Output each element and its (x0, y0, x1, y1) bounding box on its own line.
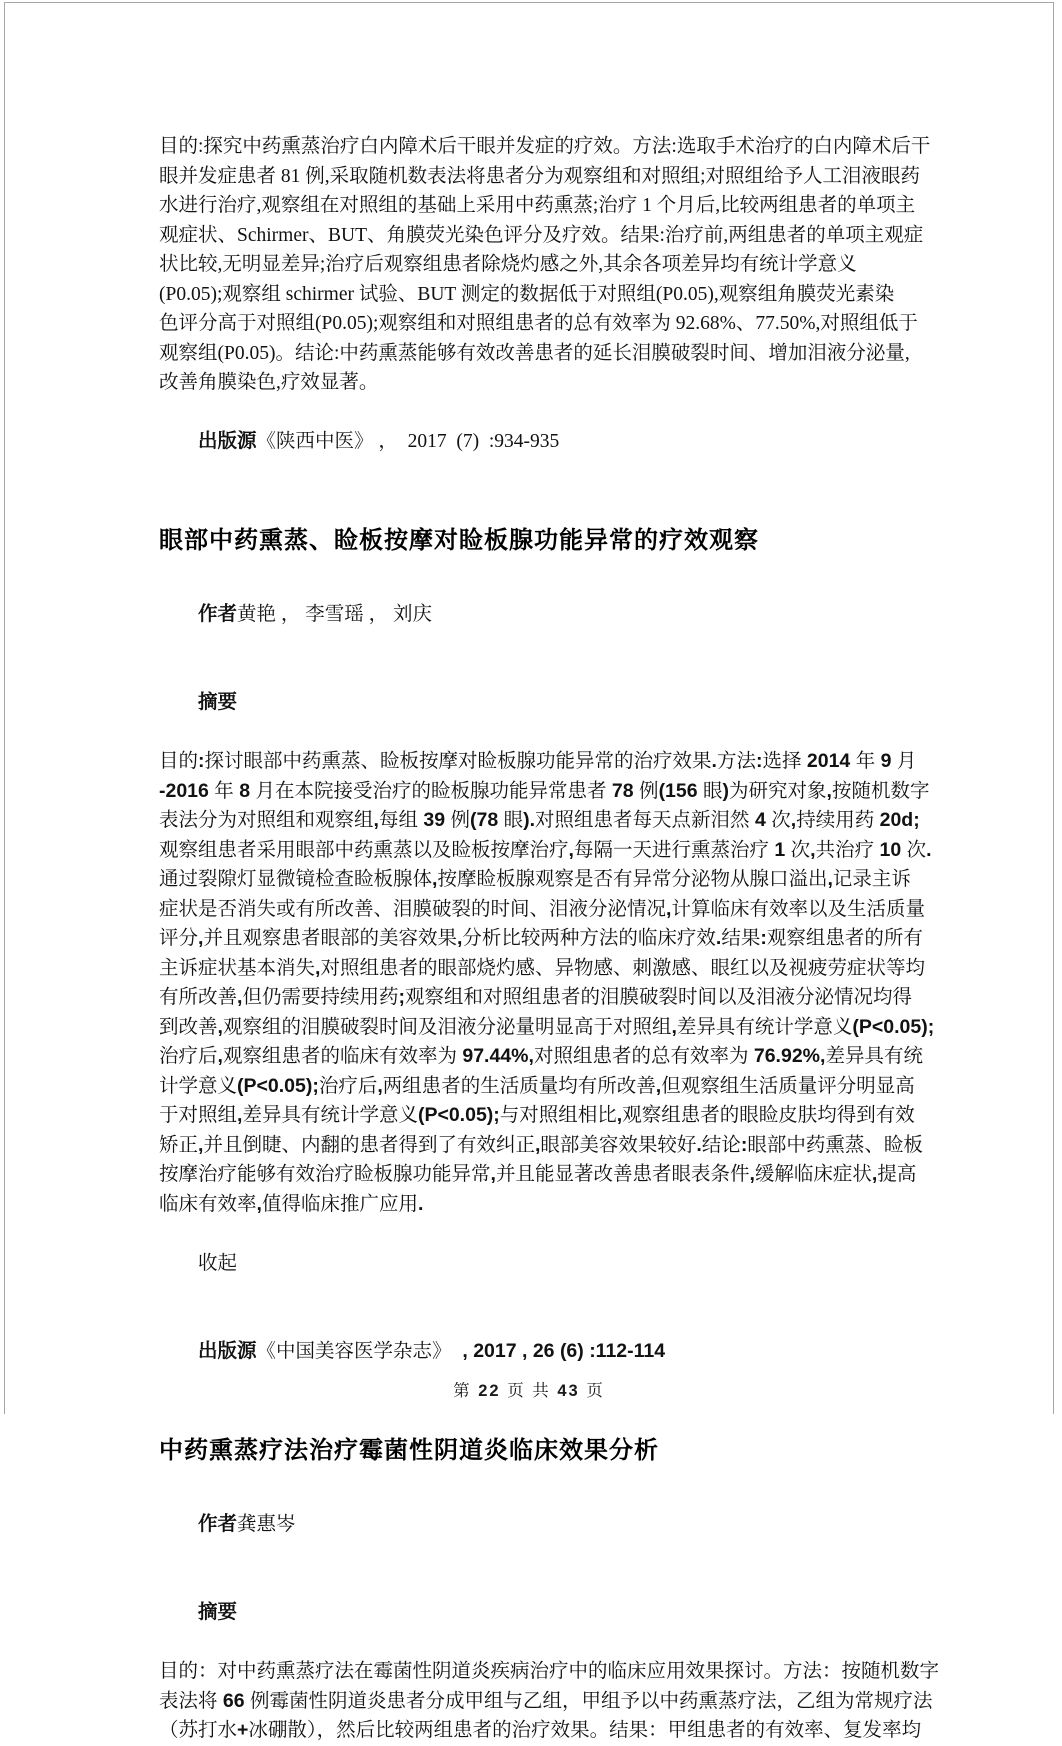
cjk-run: 方法 (716, 751, 756, 772)
latin-run: , (432, 868, 438, 890)
cjk-run: 但观察组生活质量评分明显高 (661, 1075, 915, 1097)
latin-run: 1 (768, 838, 791, 861)
cjk-run: 眼部美容效果较好 (540, 1134, 697, 1156)
latin-run: , (655, 1074, 662, 1097)
cjk-run: 差异具有统计学意义 (242, 1105, 418, 1126)
latin-run: (156 (658, 779, 704, 802)
cjk-run: 页 (586, 1381, 605, 1400)
cjk-run: 记录主诉 (832, 869, 911, 890)
source-line (159, 398, 908, 487)
abstract-text (159, 1657, 940, 1746)
cjk-run: 年 (214, 780, 234, 802)
cjk-run: 分析比较两种方法的临床疗效 (462, 928, 716, 949)
cjk-run: 目的：对中药熏蒸疗法在霉菌性阴道炎疾病治疗中的临床应用效果探讨。方法：按随机数字 (159, 1661, 940, 1682)
abstract-line (159, 1131, 923, 1161)
cjk-run: 矫正 (159, 1134, 199, 1156)
cjk-run: 于对照组 (159, 1105, 238, 1126)
cjk-run: 对照组患者的眼部烧灼感、异物感、刺激感、眼红以及视疲劳症状等均 (320, 957, 925, 979)
latin-run: , (217, 1015, 223, 1038)
article-title: 中药熏蒸疗法治疗霉菌性阴道炎临床效果分析 (159, 1437, 659, 1464)
cjk-run: 次 (771, 810, 791, 831)
abstract-line (159, 895, 925, 925)
latin-run: , 2017 , 26 (6) :112-114 (451, 1340, 666, 1362)
latin-run: . (417, 1192, 424, 1215)
cjk-run: 差异具有统计学意义 (676, 1016, 853, 1038)
latin-run: : (755, 750, 763, 772)
latin-run: , (315, 956, 321, 979)
abstract-line: 观症状、Schirmer、BUT、角膜荧光染色评分及疗效。结果:治疗前,两组患者的单项主观症 (159, 224, 924, 246)
cjk-run: 对照组患者的总有效率为 (533, 1046, 749, 1067)
page-content (5, 3, 1053, 1746)
latin-run: ). (523, 809, 536, 831)
cjk-run: 观察组患者的所有 (766, 928, 923, 949)
latin-run: 78 (606, 779, 640, 802)
latin-run: , (198, 1133, 204, 1156)
abstract-line (159, 806, 920, 836)
cjk-run: 选择 (762, 751, 802, 772)
latin-run: 76.92%, (748, 1045, 826, 1067)
article-2 (159, 1436, 940, 1746)
cjk-run: 每隔一天进行熏蒸治疗 (573, 839, 769, 861)
cjk-run: 例 (450, 810, 470, 831)
article-1 (159, 526, 935, 1396)
abstract-label: 摘要 (198, 691, 238, 713)
cjk-run: 为研究对象 (729, 780, 827, 802)
abstract-line (159, 1160, 917, 1190)
latin-run: (P<0.05); (417, 1104, 500, 1126)
collapse-toggle: 收起 (198, 1252, 238, 1274)
latin-run: , (237, 986, 243, 1008)
abstract-line: 眼并发症患者 81 例,采取随机数表法将患者分为观察组和对照组;对照组给予人工泪液眼药 (159, 165, 921, 187)
latin-run: (P<0.05); (852, 1015, 935, 1038)
author-names: 黄艳 ， 李雪瑶 ， 刘庆 (237, 603, 433, 625)
latin-run: 39 (417, 809, 451, 831)
abstract-line: 观察组(P0.05)。结论:中药熏蒸能够有效改善患者的延长泪膜破裂时间、增加泪液分泌量, (159, 342, 910, 364)
latin-run: 4 (749, 809, 772, 831)
cjk-run: 观察组患者采用眼部中药熏蒸以及睑板按摩治疗 (159, 839, 569, 861)
cjk-run: 月 (896, 751, 917, 772)
source-text: 《陕西中医》 ， 2017 (7) :934-935 (256, 431, 560, 452)
latin-run: , (198, 927, 204, 949)
abstract-line (159, 954, 925, 984)
cjk-run: 并且观察患者眼部的美容效果 (203, 928, 457, 949)
latin-run: . (926, 838, 932, 861)
abstract-text (159, 747, 935, 1219)
latin-run: (P<0.05); (237, 1074, 319, 1097)
latin-run: , (377, 1074, 383, 1097)
latin-run: 8 (233, 779, 256, 802)
abstract-line: 水进行治疗,观察组在对照组的基础上采用中药熏蒸;治疗 1 个月后,比较两组患者的单项主 (159, 195, 916, 216)
cjk-run: 次 (906, 839, 927, 861)
cjk-run: 症状是否消失或有所改善、泪膜破裂的时间、泪液分泌情况 (159, 898, 667, 920)
cjk-run: 治疗后 (318, 1075, 378, 1097)
latin-run: 66 (217, 1689, 251, 1712)
abstract-line (159, 1190, 908, 1220)
page-number-footer (5, 1377, 1053, 1405)
cjk-run: 治疗后 (159, 1046, 218, 1067)
cjk-run: 冰硼散），然后比较两组患者的治疗效果。结果：甲组患者的有效率、复发率均 (248, 1720, 922, 1741)
cjk-run: 并且能显著改善患者眼表条件 (495, 1164, 750, 1185)
page-sheet (4, 2, 1054, 1741)
latin-run: , (810, 838, 816, 861)
article-continuation (159, 132, 931, 486)
latin-run: -2016 (159, 779, 215, 802)
abstract-line (159, 777, 930, 807)
abstract-line (159, 1013, 935, 1043)
author-line (159, 1480, 908, 1569)
cjk-run: 按随机数字 (831, 780, 930, 802)
latin-run: : (760, 927, 767, 949)
cjk-run: 年 (855, 751, 876, 772)
latin-run: , (217, 1045, 223, 1067)
latin-run: . (711, 750, 717, 772)
latin-run: : (198, 750, 205, 772)
abstract-label-line (159, 1569, 908, 1658)
cjk-run: 观察组的泪膜破裂时间及泪液分泌量明显高于对照组 (222, 1016, 672, 1038)
abstract-text (159, 132, 931, 398)
source-text (257, 1341, 666, 1362)
cjk-run: 缓解临床症状 (754, 1164, 872, 1185)
cjk-run: 有所改善 (159, 987, 238, 1008)
latin-run: 2014 (801, 750, 856, 772)
cjk-run: 值得临床推广应用 (261, 1193, 418, 1215)
cjk-run: 临床有效率 (159, 1193, 257, 1215)
latin-run: , (749, 1163, 755, 1185)
cjk-run: 但仍需要持续用药 (242, 987, 399, 1008)
cjk-run: 两组患者的生活质量均有所改善 (382, 1075, 656, 1097)
abstract-line (159, 836, 932, 866)
cjk-run: 页 (507, 1381, 526, 1400)
latin-run: , (827, 868, 833, 890)
latin-run: , (490, 1163, 496, 1185)
cjk-run: 按摩治疗能够有效治疗睑板腺功能异常 (159, 1164, 491, 1185)
abstract-line: 色评分高于对照组(P0.05);观察组和对照组患者的总有效率为 92.68%、77.50%,对照组低于 (159, 313, 918, 334)
abstract-line (159, 1687, 933, 1717)
abstract-line: 状比较,无明显差异;治疗后观察组患者除烧灼感之外,其余各项差异均有统计学意义 (159, 254, 857, 275)
cjk-run: 观察组和对照组患者的泪膜破裂时间以及泪液分泌情况均得 (404, 987, 912, 1008)
latin-run: . (715, 927, 722, 949)
cjk-run: 共治疗 (815, 839, 875, 861)
latin-run: . (696, 1133, 702, 1156)
latin-run: 97.44%, (456, 1045, 534, 1067)
cjk-run: 第 (453, 1381, 472, 1400)
latin-run: ) (722, 779, 730, 802)
cjk-run: 观察组患者的眼睑皮肤均得到有效 (622, 1105, 915, 1126)
author-line (159, 570, 908, 659)
cjk-run: 共 (532, 1381, 551, 1400)
author-label: 作者 (198, 602, 238, 625)
author-label: 作者 (198, 1512, 238, 1535)
cjk-run: 《中国美容医学杂志》 (256, 1341, 452, 1362)
cjk-run: 结果 (721, 928, 761, 949)
source-label: 出版源 (198, 1340, 257, 1362)
cjk-run: 月在本院接受治疗的睑板腺功能异常患者 (255, 780, 607, 802)
latin-run: 43 (550, 1382, 587, 1400)
latin-run: ; (398, 986, 405, 1008)
abstract-line (159, 924, 923, 954)
abstract-line (159, 1072, 915, 1102)
cjk-run: 并且倒睫、内翻的患者得到了有效纠正 (203, 1134, 535, 1156)
cjk-run: 按摩睑板腺观察是否有异常分泌物从腺口溢出 (437, 869, 828, 890)
cjk-run: 计学意义 (159, 1075, 238, 1097)
cjk-run: 观察组患者的临床有效率为 (222, 1046, 457, 1067)
abstract-line (159, 865, 911, 895)
cjk-run: 眼 (703, 780, 723, 802)
cjk-run: 提高 (877, 1164, 917, 1185)
abstract-line: 目的:探究中药熏蒸治疗白内障术后干眼并发症的疗效。方法:选取手术治疗的白内障术后干 (159, 136, 931, 157)
abstract-line (159, 1716, 922, 1746)
abstract-line: (P0.05);观察组 schirmer 试验、BUT 测定的数据低于对照组(P0.05),观察组角膜荧光素染 (159, 283, 895, 305)
latin-run: 20d; (874, 809, 920, 831)
cjk-run: 主诉症状基本消失 (159, 957, 316, 979)
article-title: 眼部中药熏蒸、睑板按摩对睑板腺功能异常的疗效观察 (159, 527, 759, 554)
latin-run: , (237, 1104, 243, 1126)
abstract-line (159, 1101, 915, 1131)
cjk-run: 评分 (159, 928, 199, 949)
abstract-line (159, 1042, 923, 1072)
latin-run: , (534, 1133, 541, 1156)
latin-run: , (671, 1015, 677, 1038)
cjk-run: 目的 (159, 751, 199, 772)
collapse-line (159, 1219, 908, 1308)
cjk-run: 例 (639, 780, 659, 802)
latin-run: , (256, 1192, 262, 1215)
abstract-label: 摘要 (198, 1601, 238, 1623)
abstract-line: 改善角膜染色,疗效显著。 (159, 372, 379, 393)
cjk-run: 对照组患者每天点新泪然 (535, 810, 750, 831)
abstract-label-line (159, 659, 908, 748)
abstract-line (159, 1657, 940, 1687)
latin-run: , (790, 809, 797, 831)
abstract-line (159, 747, 917, 777)
cjk-run: 通过裂隙灯显微镜检查睑板腺体 (159, 869, 433, 890)
cjk-run: 表法将 (159, 1690, 218, 1712)
latin-run: , (373, 809, 379, 831)
cjk-run: 每组 (378, 810, 418, 831)
latin-run: , (616, 1104, 623, 1126)
cjk-run: 探讨眼部中药熏蒸、睑板按摩对睑板腺功能异常的治疗效果 (204, 751, 712, 772)
source-label: 出版源 (198, 430, 257, 452)
latin-run: , (826, 779, 832, 802)
latin-run: , (456, 927, 463, 949)
cjk-run: 结论 (701, 1134, 741, 1156)
cjk-run: 到改善 (159, 1016, 218, 1038)
latin-run: , (871, 1163, 878, 1185)
latin-run: , (666, 897, 672, 920)
cjk-run: 与对照组相比 (499, 1105, 617, 1126)
abstract-line (159, 983, 912, 1013)
latin-run: , (568, 838, 574, 861)
cjk-run: 眼 (503, 810, 524, 831)
latin-run: (78 (470, 809, 504, 831)
latin-run: + (237, 1719, 249, 1741)
latin-run: : (740, 1133, 748, 1156)
cjk-run: 持续用药 (796, 810, 875, 831)
latin-run: 22 (471, 1382, 508, 1400)
author-names: 龚惠岑 (237, 1513, 296, 1535)
cjk-run: 计算临床有效率以及生活质量 (671, 898, 925, 920)
cjk-run: 表法分为对照组和观察组 (159, 810, 374, 831)
cjk-run: 眼部中药熏蒸、睑板 (747, 1134, 923, 1156)
cjk-run: 例霉菌性阴道炎患者分成甲组与乙组，甲组予以中药熏蒸疗法，乙组为常规疗法 (250, 1690, 933, 1712)
latin-run: 10 (874, 838, 907, 861)
cjk-run: （苏打水 (159, 1720, 238, 1741)
cjk-run: 次 (790, 839, 811, 861)
cjk-run: 差异具有统 (825, 1046, 923, 1067)
latin-run: 9 (875, 750, 897, 772)
